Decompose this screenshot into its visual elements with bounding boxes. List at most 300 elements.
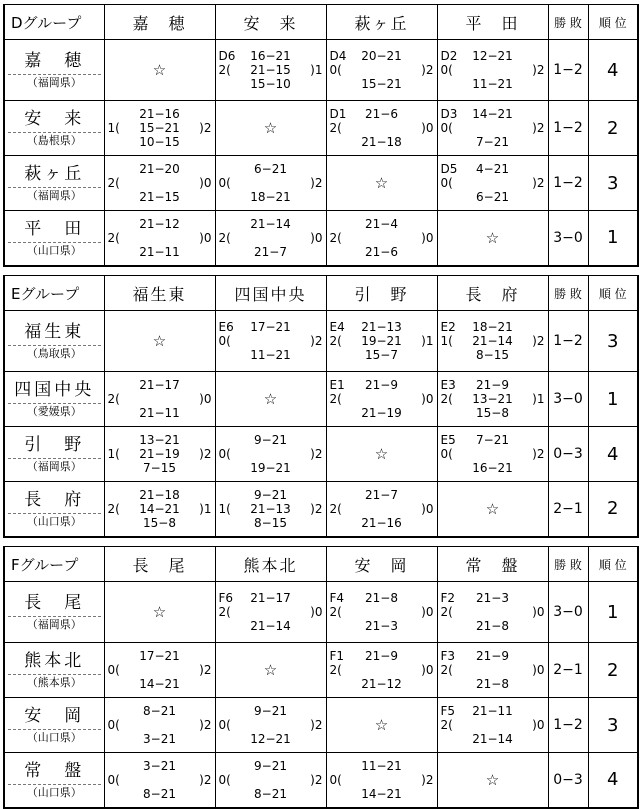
games-lost: )2 [310, 176, 323, 190]
games-won: 2( [329, 334, 342, 348]
team-name: 引 野 [24, 435, 85, 455]
team-cell [4, 211, 104, 266]
self-match-star-icon: ☆ [215, 101, 326, 156]
team-name: 熊本北 [24, 651, 85, 671]
game1-score: 21−4 [365, 216, 398, 231]
match-result-cell [326, 753, 437, 808]
match-code [108, 217, 128, 231]
games-won: 2( [329, 392, 342, 406]
games-won: 2( [329, 230, 342, 245]
win-loss-record: 3−0 [548, 372, 588, 427]
games-won: 2( [218, 230, 231, 245]
game3-score: 21−3 [365, 619, 398, 633]
match-result-cell [437, 643, 548, 698]
rank-value: 2 [588, 101, 638, 156]
match-result-cell [104, 753, 215, 808]
games-won: 0( [440, 63, 453, 77]
match-result-cell [326, 40, 437, 101]
win-loss-record: 3−0 [548, 211, 588, 266]
team-prefecture: （山口県） [8, 242, 101, 258]
games-lost: )1 [532, 392, 545, 406]
win-loss-record: 1−2 [548, 698, 588, 753]
game2-score: 21−14 [472, 334, 513, 348]
games-lost: )2 [310, 772, 323, 787]
match-code [330, 488, 350, 502]
self-match-star-icon: ☆ [104, 311, 215, 372]
games-won: 2( [329, 501, 342, 516]
table-row [4, 582, 638, 643]
match-result-cell [437, 156, 548, 211]
games-lost: )0 [532, 605, 545, 619]
game2-score: 14−21 [139, 501, 180, 516]
game3-score: 14−21 [139, 677, 180, 691]
games-won: 2( [440, 663, 453, 677]
game3-score: 15−8 [143, 515, 176, 530]
header-row [4, 547, 638, 582]
match-code [330, 759, 350, 773]
rank-value: 4 [588, 427, 638, 482]
game1-score: 21−11 [472, 704, 513, 718]
game1-score: 21−17 [139, 378, 180, 392]
self-match-star-icon: ☆ [104, 40, 215, 101]
games-won: 2( [107, 392, 120, 406]
team-name: 平 田 [24, 218, 85, 239]
game3-score: 21−14 [250, 619, 291, 633]
match-result-cell [326, 582, 437, 643]
match-code [330, 217, 350, 231]
game1-score: 17−21 [250, 320, 291, 334]
games-lost: )1 [310, 63, 323, 77]
game3-score: 15−7 [365, 348, 398, 362]
games-lost: )2 [532, 176, 545, 190]
match-code [219, 704, 239, 718]
match-result-cell [104, 482, 215, 537]
win-loss-record: 1−2 [548, 101, 588, 156]
games-lost: )0 [310, 605, 323, 619]
game1-score: 7−21 [476, 433, 509, 447]
game1-score: 21−13 [361, 320, 402, 334]
rank-value: 4 [588, 753, 638, 808]
game2-score: 21−19 [139, 447, 180, 461]
group-e-table [3, 275, 639, 538]
game1-score: 4−21 [476, 162, 509, 176]
team-prefecture: （鳥取県） [8, 345, 101, 361]
game3-score: 21−11 [139, 406, 180, 420]
game3-score: 6−21 [476, 190, 509, 204]
column-header-team: 嘉 穂 [104, 5, 215, 40]
self-match-star-icon: ☆ [437, 753, 548, 808]
match-result-cell [326, 482, 437, 537]
match-code: F5 [440, 704, 456, 718]
game2-score: 15−21 [139, 121, 180, 135]
team-prefecture: （福岡県） [8, 74, 101, 90]
self-match-star-icon: ☆ [437, 211, 548, 266]
table-row [4, 156, 638, 211]
game3-score: 21−12 [361, 677, 402, 691]
table-row [4, 211, 638, 266]
rank-header: 順 位 [588, 547, 638, 582]
games-won: 2( [107, 230, 120, 245]
games-lost: )1 [199, 501, 212, 516]
team-cell [4, 753, 104, 808]
games-lost: )0 [421, 121, 434, 135]
games-won: 2( [218, 605, 231, 619]
game1-score: 8−21 [143, 704, 176, 718]
games-won: 2( [329, 605, 342, 619]
games-won: 0( [440, 447, 453, 461]
games-won: 0( [218, 772, 231, 787]
match-result-cell [437, 372, 548, 427]
match-code [219, 433, 239, 447]
match-code: F1 [329, 649, 345, 663]
game1-score: 21−6 [365, 107, 398, 121]
game3-score: 10−15 [139, 135, 180, 149]
games-won: 0( [107, 772, 120, 787]
table-row [4, 101, 638, 156]
games-won: 2( [440, 392, 453, 406]
games-won: 2( [440, 718, 453, 732]
game1-score: 21−3 [476, 591, 509, 605]
game1-score: 21−7 [365, 487, 398, 502]
games-lost: )2 [532, 121, 545, 135]
game1-score: 9−21 [254, 487, 287, 502]
game1-score: 21−20 [139, 162, 180, 176]
game1-score: 21−12 [139, 216, 180, 231]
games-won: 0( [329, 772, 342, 787]
win-loss-record: 1−2 [548, 40, 588, 101]
self-match-star-icon: ☆ [215, 372, 326, 427]
game3-score: 19−21 [250, 461, 291, 475]
match-result-cell [215, 311, 326, 372]
match-result-cell [326, 311, 437, 372]
rank-value: 3 [588, 698, 638, 753]
game1-score: 9−21 [254, 758, 287, 773]
team-prefecture: （山口県） [8, 513, 101, 529]
games-won: 0( [107, 718, 120, 732]
game1-score: 21−17 [250, 591, 291, 605]
column-header-team: 長 尾 [104, 547, 215, 582]
group-name: Eグループ [4, 276, 104, 311]
game1-score: 16−21 [250, 49, 291, 63]
team-cell [4, 101, 104, 156]
game1-score: 9−21 [254, 704, 287, 718]
game3-score: 15−10 [250, 77, 291, 91]
game3-score: 16−21 [472, 461, 513, 475]
win-loss-record: 0−3 [548, 427, 588, 482]
self-match-star-icon: ☆ [326, 698, 437, 753]
match-code [108, 704, 128, 718]
game1-score: 21−9 [476, 649, 509, 663]
match-result-cell [326, 211, 437, 266]
game3-score: 7−15 [143, 461, 176, 475]
team-cell [4, 311, 104, 372]
game3-score: 8−15 [254, 515, 287, 530]
match-code: E5 [440, 433, 456, 447]
team-prefecture: （愛媛県） [8, 403, 101, 419]
game1-score: 21−16 [139, 107, 180, 121]
win-loss-record: 2−1 [548, 643, 588, 698]
team-cell [4, 643, 104, 698]
win-loss-record: 2−1 [548, 482, 588, 537]
group-d-table-wrap [3, 4, 639, 267]
match-result-cell [215, 753, 326, 808]
games-lost: )2 [199, 772, 212, 787]
match-result-cell [215, 427, 326, 482]
team-name: 萩ヶ丘 [24, 164, 85, 184]
match-code: D3 [440, 107, 458, 121]
match-result-cell [104, 643, 215, 698]
rank-header: 順 位 [588, 276, 638, 311]
win-loss-header: 勝 敗 [548, 276, 588, 311]
game2-score: 21−15 [250, 63, 291, 77]
team-cell [4, 582, 104, 643]
game1-score: 17−21 [139, 649, 180, 663]
game2-score: 19−21 [361, 334, 402, 348]
group-f-table-wrap [3, 546, 639, 809]
match-code [108, 649, 128, 663]
games-lost: )2 [199, 663, 212, 677]
match-code [219, 759, 239, 773]
game1-score: 9−21 [254, 433, 287, 447]
team-name: 福生東 [24, 322, 85, 342]
match-code: D6 [218, 49, 236, 63]
games-lost: )2 [199, 718, 212, 732]
games-lost: )2 [310, 501, 323, 516]
games-lost: )2 [310, 718, 323, 732]
match-result-cell [215, 582, 326, 643]
match-result-cell [215, 40, 326, 101]
games-lost: )0 [421, 605, 434, 619]
game3-score: 18−21 [250, 190, 291, 204]
column-header-team: 引 野 [326, 276, 437, 311]
team-cell [4, 40, 104, 101]
game3-score: 8−21 [143, 786, 176, 801]
team-name: 安 岡 [24, 706, 85, 726]
game1-score: 21−9 [365, 649, 398, 663]
game1-score: 11−21 [361, 758, 402, 773]
team-prefecture: （山口県） [8, 729, 101, 745]
games-lost: )0 [532, 718, 545, 732]
team-prefecture: （福岡県） [8, 458, 101, 474]
match-code: E3 [440, 378, 456, 392]
team-name: 常 盤 [24, 760, 85, 781]
game3-score: 14−21 [361, 786, 402, 801]
game1-score: 13−21 [139, 433, 180, 447]
games-lost: )0 [421, 230, 434, 245]
game3-score: 21−11 [139, 244, 180, 259]
column-header-team: 福生東 [104, 276, 215, 311]
games-won: 2( [218, 63, 231, 77]
self-match-star-icon: ☆ [437, 482, 548, 537]
games-lost: )2 [199, 447, 212, 461]
game1-score: 3−21 [143, 758, 176, 773]
team-name: 四国中央 [14, 380, 95, 400]
game1-score: 14−21 [472, 107, 513, 121]
match-code: D4 [329, 49, 347, 63]
game3-score: 21−16 [361, 515, 402, 530]
win-loss-record: 1−2 [548, 156, 588, 211]
match-result-cell [104, 372, 215, 427]
games-won: 0( [218, 718, 231, 732]
team-prefecture: （山口県） [8, 784, 101, 800]
games-lost: )2 [532, 447, 545, 461]
game3-score: 15−21 [361, 77, 402, 91]
team-name: 嘉 穂 [24, 51, 85, 71]
games-won: 1( [218, 501, 231, 516]
table-row [4, 698, 638, 753]
games-won: 0( [218, 176, 231, 190]
group-e-table-wrap [3, 275, 639, 538]
game2-score: 21−13 [250, 501, 291, 516]
games-lost: )0 [310, 230, 323, 245]
match-result-cell [104, 698, 215, 753]
win-loss-header: 勝 敗 [548, 547, 588, 582]
match-result-cell [326, 101, 437, 156]
game3-score: 21−19 [361, 406, 402, 420]
column-header-team: 萩ヶ丘 [326, 5, 437, 40]
self-match-star-icon: ☆ [326, 156, 437, 211]
team-cell [4, 427, 104, 482]
match-result-cell [437, 311, 548, 372]
match-result-cell [437, 698, 548, 753]
match-code: E6 [218, 320, 234, 334]
games-won: 0( [440, 176, 453, 190]
table-row [4, 482, 638, 537]
rank-header: 順 位 [588, 5, 638, 40]
match-result-cell [326, 643, 437, 698]
game3-score: 21−14 [472, 732, 513, 746]
match-result-cell [215, 211, 326, 266]
game3-score: 21−15 [139, 190, 180, 204]
rank-value: 3 [588, 156, 638, 211]
match-result-cell [104, 211, 215, 266]
games-won: 1( [107, 121, 120, 135]
match-code [219, 162, 239, 176]
match-code: F4 [329, 591, 345, 605]
rank-value: 1 [588, 582, 638, 643]
win-loss-header: 勝 敗 [548, 5, 588, 40]
games-lost: )0 [421, 501, 434, 516]
games-lost: )0 [421, 663, 434, 677]
table-row [4, 427, 638, 482]
game2-score: 13−21 [472, 392, 513, 406]
match-code: F6 [218, 591, 234, 605]
game1-score: 12−21 [472, 49, 513, 63]
group-name: Dグループ [4, 5, 104, 40]
team-name: 安 来 [24, 109, 85, 129]
self-match-star-icon: ☆ [326, 427, 437, 482]
games-won: 0( [218, 447, 231, 461]
games-won: 1( [440, 334, 453, 348]
rank-value: 2 [588, 643, 638, 698]
rank-value: 3 [588, 311, 638, 372]
games-won: 1( [107, 447, 120, 461]
table-row [4, 311, 638, 372]
win-loss-record: 3−0 [548, 582, 588, 643]
match-result-cell [437, 40, 548, 101]
game1-score: 21−8 [365, 591, 398, 605]
group-name: Fグループ [4, 547, 104, 582]
match-result-cell [104, 101, 215, 156]
games-won: 2( [329, 663, 342, 677]
win-loss-record: 0−3 [548, 753, 588, 808]
match-result-cell [104, 156, 215, 211]
column-header-team: 長 府 [437, 276, 548, 311]
games-lost: )2 [421, 772, 434, 787]
match-result-cell [215, 698, 326, 753]
column-header-team: 安 来 [215, 5, 326, 40]
match-code [108, 162, 128, 176]
group-d-table [3, 4, 639, 267]
match-code: F3 [440, 649, 456, 663]
game3-score: 11−21 [472, 77, 513, 91]
games-lost: )1 [421, 334, 434, 348]
team-cell [4, 698, 104, 753]
games-lost: )0 [199, 176, 212, 190]
game1-score: 6−21 [254, 162, 287, 176]
match-result-cell [437, 427, 548, 482]
games-lost: )2 [421, 63, 434, 77]
column-header-team: 安 岡 [326, 547, 437, 582]
team-name: 長 尾 [24, 593, 85, 613]
rank-value: 4 [588, 40, 638, 101]
games-lost: )0 [421, 392, 434, 406]
match-code [108, 107, 128, 121]
game1-score: 21−14 [250, 216, 291, 231]
games-won: 2( [440, 605, 453, 619]
game3-score: 11−21 [250, 348, 291, 362]
table-row [4, 372, 638, 427]
game3-score: 3−21 [143, 732, 176, 746]
game3-score: 21−7 [254, 244, 287, 259]
team-name: 長 府 [24, 489, 85, 510]
team-prefecture: （島根県） [8, 132, 101, 148]
team-prefecture: （熊本県） [8, 674, 101, 690]
games-lost: )2 [199, 121, 212, 135]
match-code: D2 [440, 49, 458, 63]
table-row [4, 753, 638, 808]
match-code: E2 [440, 320, 456, 334]
match-code [108, 378, 128, 392]
game3-score: 7−21 [476, 135, 509, 149]
game3-score: 12−21 [250, 732, 291, 746]
match-code [108, 488, 128, 502]
match-result-cell [215, 156, 326, 211]
column-header-team: 熊本北 [215, 547, 326, 582]
game1-score: 18−21 [472, 320, 513, 334]
games-lost: )0 [199, 230, 212, 245]
games-won: 0( [440, 121, 453, 135]
self-match-star-icon: ☆ [215, 643, 326, 698]
header-row [4, 276, 638, 311]
match-result-cell [104, 427, 215, 482]
games-won: 0( [107, 663, 120, 677]
win-loss-record: 1−2 [548, 311, 588, 372]
table-row [4, 643, 638, 698]
team-prefecture: （福岡県） [8, 187, 101, 203]
match-code [108, 433, 128, 447]
match-code [108, 759, 128, 773]
team-cell [4, 156, 104, 211]
game1-score: 21−18 [139, 487, 180, 502]
games-won: 2( [329, 121, 342, 135]
team-prefecture: （福岡県） [8, 616, 101, 632]
match-result-cell [326, 372, 437, 427]
match-code: D5 [440, 162, 458, 176]
match-code [219, 488, 239, 502]
self-match-star-icon: ☆ [104, 582, 215, 643]
match-code: F2 [440, 591, 456, 605]
